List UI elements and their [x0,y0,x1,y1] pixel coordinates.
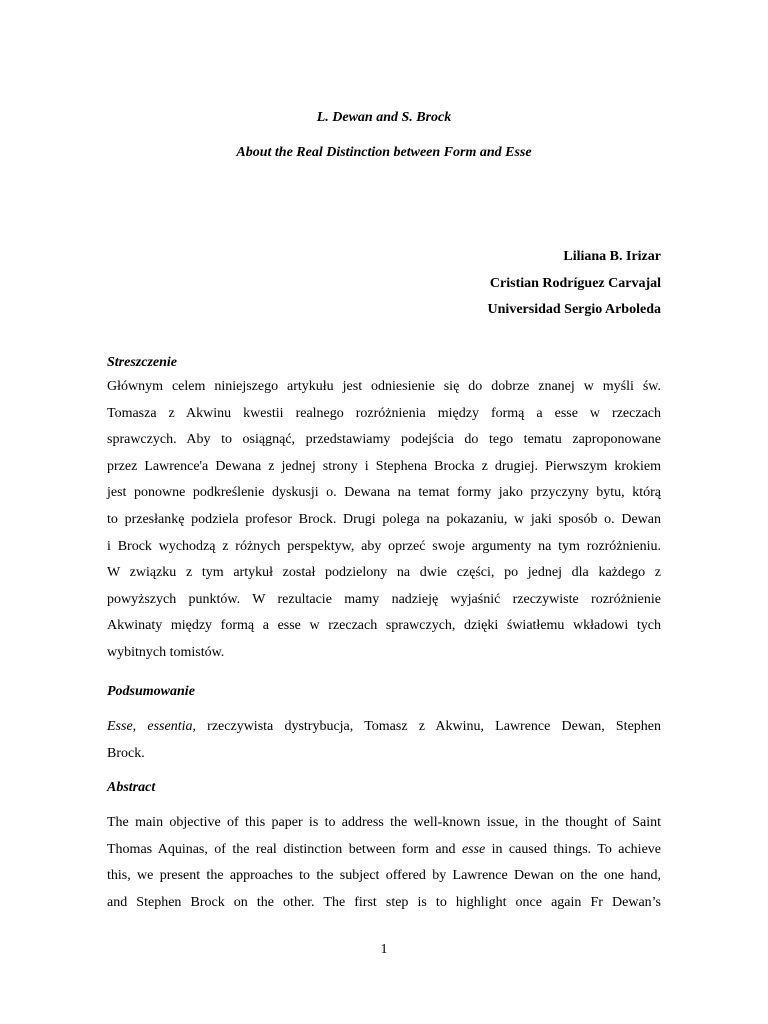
streszczenie-line: jest ponowne podkreślenie dyskusji o. Dewana na temat formy jako przyczyny bytu, którą [107,485,661,501]
author-name-2: Cristian Rodríguez Carvajal [489,275,661,291]
abstract-line2-post: in caused things. To achieve [485,841,661,857]
keywords-rest: , rzeczywista dystrybucja, Tomasz z Akwinu, Lawrence Dewan, Stephen [192,719,661,734]
streszczenie-line: przez Lawrence'a Dewana z jednej strony i Stephena Brocka z drugiej. Pierwszym krokiem [107,458,661,474]
streszczenie-line: Głównym celem niniejszego artykułu jest odniesienie się do dobrze znanej w myśli św. [107,379,661,394]
podsumowanie-paragraph [107,714,661,767]
keyword-sep: , [132,719,148,734]
streszczenie-heading: Streszczenie [107,355,177,370]
streszczenie-line: W związku z tym artykuł został podzielony na dwie części, po jednej dla każdego z [107,565,661,581]
byline [488,244,661,324]
page-number: 1 [380,942,388,957]
streszczenie-line: to przesłankę podziela profesor Brock. Drugi polega na pokazaniu, w jaki sposób o. Dewan [107,511,661,527]
streszczenie-line: wybitnych tomistów. [107,644,225,660]
streszczenie-line: sprawczych. Aby to osiągnąć, przedstawiamy podejścia do tego tematu zaproponowane [107,432,661,448]
streszczenie-line: Tomasza z Akwinu kwestii realnego rozróżnienia między formą a esse w rzeczach [107,405,661,421]
abstract-line: The main objective of this paper is to address the well-known issue, in the thought of Saint [107,815,661,830]
abstract-line: this, we present the approaches to the subject offered by Lawrence Dewan on the one hand, [107,868,661,884]
abstract-line: and Stephen Brock on the other. The first step is to highlight once again Fr Dewan’s [107,894,661,910]
author-name-1: Liliana B. Irizar [563,249,661,264]
abstract-heading: Abstract [107,780,156,795]
keywords-line-2: Brock. [107,745,145,761]
streszczenie-line: i Brock wychodzą z różnych perspektyw, aby oprzeć swoje argumenty na tym rozróżnieniu. [107,538,661,554]
abstract-line2-pre: Thomas Aquinas, of the real distinction between form and [107,841,462,857]
keyword-esse: Esse [107,719,133,734]
streszczenie-line: powyższych punktów. W rezultacie mamy nadzieję wyjaśnić rzeczywiste rozróżnienie [107,591,661,607]
header-authors: L. Dewan and S. Brock [316,110,452,125]
abstract-esse-italic: esse [461,841,486,857]
affiliation: Universidad Sergio Arboleda [487,302,661,317]
abstract-paragraph [107,810,661,916]
podsumowanie-heading: Podsumowanie [107,684,195,699]
paper-title: About the Real Distinction between Form and Esse [236,145,532,160]
streszczenie-line: Akwinaty między formą a esse w rzeczach sprawczych, dzięki światłemu wkładowi tych [107,618,661,634]
keyword-essentia: essentia [147,719,193,734]
abstract-line [107,837,661,864]
streszczenie-paragraph [107,374,661,667]
keywords-line [107,714,661,741]
